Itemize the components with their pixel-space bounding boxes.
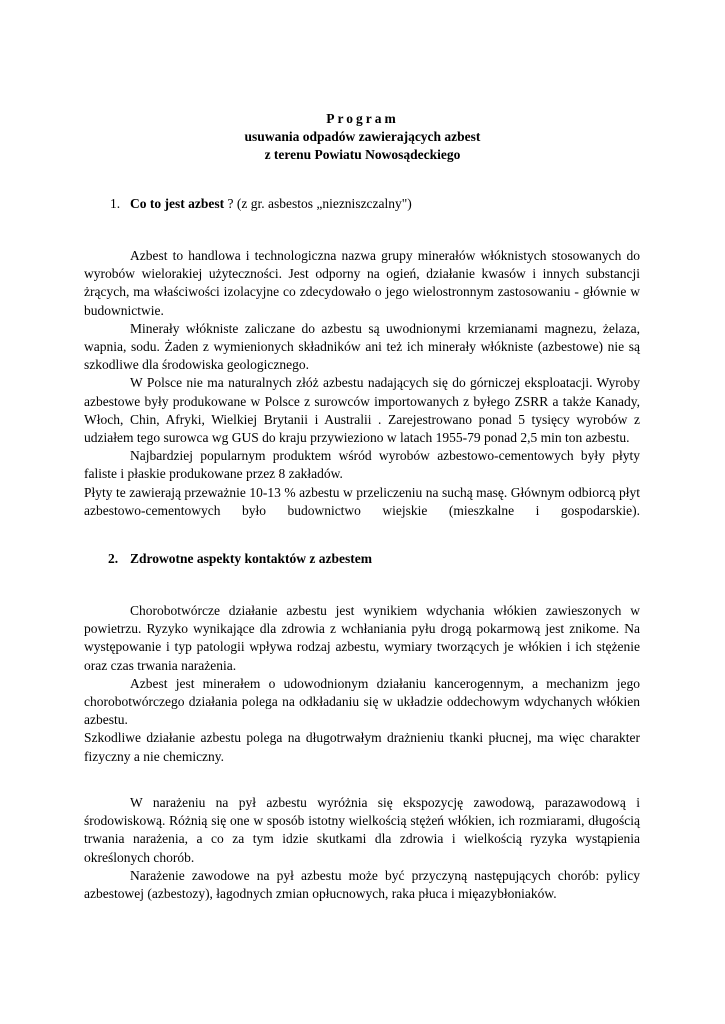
section-1-heading-rest: ? (z gr. asbestos „niezniszczalny") [224,196,412,211]
section-1-heading [110,196,412,212]
section-2-body [84,602,640,766]
section-2-body-continued [84,794,640,903]
section-2-paragraph: Narażenie zawodowe na pył azbestu może być przyczyną następujących chorób: pylicy azbestowej (azbestozy), łagodnych zmian opłucnowych, raka płuca i mięazybłoniaków. [84,867,640,902]
section-1-paragraph: Minerały włókniste zaliczane do azbestu są uwodnionymi krzemianami magnezu, żelaza, wapnia, sodu. Żaden z wymienionych składników ani też ich minerały włókniste (azbestowe) nie są szkodliwe dla środowiska geologicznego. [84,320,640,373]
section-2-paragraph: W narażeniu na pył azbestu wyróżnia się ekspozycję zawodową, parazawodową i środowiskową. Różnią się one w sposób istotny wielkością stężeń włókien, ich rozmiarami, długością trwania narażenia, a co za tym idzie skutkami dla zdrowia i wielkością ryzyka wystąpienia określonych chorób. [84,795,640,865]
title-line-3: z terenu Powiatu Nowosądeckiego [264,147,461,162]
section-2-paragraph: Azbest jest minerałem o udowodnionym działaniu kancerogennym, a mechanizm jego chorobotwórczego działania polega na odkładaniu się w układzie oddechowym wdychanych włókien azbestu. [84,675,640,728]
section-1-heading-bold: Co to jest azbest [130,196,225,211]
section-2-number: 2. [108,551,119,566]
section-1-paragraph: Najbardziej popularnym produktem wśród wyrobów azbestowo-cementowych były płyty faliste i płaskie produkowane przez 8 zakładów. [84,448,640,482]
section-1-paragraph: Płyty te zawierają przeważnie 10-13 % azbestu w przeliczeniu na suchą masę. Głównym odbiorcą płyt azbestowo-cementowych było budownictwo wiejskie (mieszkalne i gospodarskie). [84,484,640,518]
section-2-paragraph: Chorobotwórcze działanie azbestu jest wynikiem wdychania włókien zawieszonych w powietrzu. Ryzyko wynikające dla zdrowia z wchłaniania pyłu drogą pokarmową jest znikome. Na występowanie i typ patologii wpływa rodzaj azbestu, wymiary tworzących je włókien i ich stężenie oraz czas trwania narażenia. [84,603,640,673]
section-2-paragraph: Szkodliwe działanie azbestu polega na długotrwałym drażnieniu tkanki płucnej, ma więc charakter fizyczny a nie chemiczny. [84,730,640,764]
title-line-2: usuwania odpadów zawierających azbest [244,129,481,144]
section-1-paragraph: Azbest to handlowa i technologiczna nazwa grupy minerałów włóknistych stosowanych do wyrobów wielorakiej użyteczności. Jest odporny na ogień, działanie kwasów i innych substancji żrących, ma właściwości izolacyjne co zdecydowało o jego wielostronnym zastosowaniu - głównie w budownictwie. [84,248,640,318]
document-title [0,110,725,164]
section-1-paragraph: W Polsce nie ma naturalnych złóż azbestu nadających się do górniczej eksploatacji. Wyroby azbestowe były produkowane w Polsce z surowców importowanych z byłego ZSRR a także Kanady, Włoch, Chin, Afryki, Wielkiej Brytanii i Australii . Zarejestrowano ponad 5 tysięcy wyrobów z udziałem tego surowca wg GUS do kraju przywieziono w latach 1955-79 ponad 2,5 min ton azbestu. [84,375,640,446]
section-2-heading [108,551,372,567]
title-line-1: Program [326,111,399,126]
section-2-heading-text: Zdrowotne aspekty kontaktów z azbestem [130,551,372,566]
section-1-number: 1. [110,196,121,211]
section-1-body [84,247,640,520]
